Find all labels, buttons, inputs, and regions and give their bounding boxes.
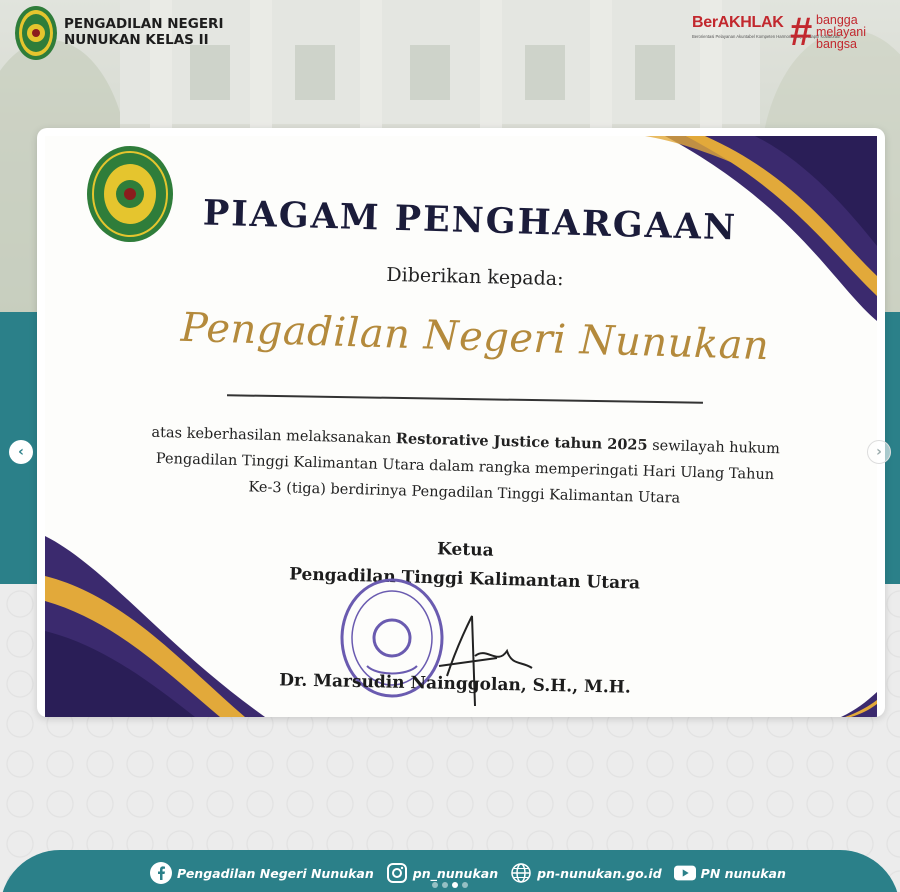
given-to-label: Diberikan kepada: bbox=[386, 263, 564, 291]
bangga-line3: bangsa bbox=[816, 37, 858, 51]
site-header bbox=[0, 0, 900, 64]
berakhlak-word: BerAKHLAK bbox=[692, 14, 784, 31]
decoration-bottom-left bbox=[45, 536, 275, 717]
website-link[interactable] bbox=[510, 862, 662, 884]
globe-icon bbox=[510, 862, 532, 884]
youtube-link[interactable] bbox=[674, 862, 786, 884]
bangga-melayani-bangsa-logo bbox=[790, 12, 890, 54]
description-text-pre: atas keberhasilan melaksanakan bbox=[151, 424, 397, 448]
carousel-prev-button[interactable] bbox=[9, 440, 33, 464]
carousel-next-button[interactable] bbox=[867, 440, 891, 464]
signer-role: Ketua bbox=[436, 539, 494, 561]
certificate-image bbox=[45, 136, 877, 717]
instagram-label: pn_nunukan bbox=[412, 865, 499, 881]
carousel-slide[interactable] bbox=[37, 128, 885, 717]
carousel-dot-active[interactable] bbox=[452, 882, 458, 888]
website-label: pn-nunukan.go.id bbox=[537, 865, 662, 881]
hashtag-icon: # bbox=[790, 10, 813, 54]
court-seal-icon bbox=[85, 144, 175, 244]
chevron-left-icon: ‹ bbox=[18, 444, 24, 460]
court-name-line1: PENGADILAN NEGERI bbox=[64, 16, 224, 32]
description-highlight: Restorative Justice tahun 2025 bbox=[395, 430, 648, 454]
facebook-label: Pengadilan Negeri Nunukan bbox=[177, 865, 374, 881]
signature-icon bbox=[437, 606, 537, 716]
berakhlak-tagline: Berorientasi Pelayanan Akuntabel Kompeten Harmonis Loyal Adaptif Kolaboratif bbox=[692, 34, 841, 39]
instagram-link[interactable] bbox=[386, 862, 498, 884]
bangga-line2: melayani bbox=[816, 25, 867, 39]
decoration-bottom-right bbox=[841, 692, 877, 717]
court-name-line2: NUNUKAN KELAS II bbox=[64, 32, 209, 48]
youtube-label: PN nunukan bbox=[700, 865, 786, 881]
instagram-icon bbox=[386, 862, 408, 884]
divider bbox=[227, 394, 703, 403]
facebook-icon bbox=[150, 862, 172, 884]
bangga-line1: bangga bbox=[816, 13, 858, 27]
facebook-link[interactable] bbox=[150, 862, 374, 884]
carousel-dots bbox=[432, 882, 472, 888]
description-text-post: sewilayah hukum Pengadilan Tinggi Kalimantan Utara dalam rangka memperingati Hari Ulang Tahun Ke-3 (tiga) berdirinya Pengadilan Tinggi Kalimantan Utara bbox=[155, 437, 781, 507]
signer-name: Dr. Marsudin Nainggolan, S.H., M.H. bbox=[279, 670, 631, 698]
carousel-dot[interactable] bbox=[432, 882, 438, 888]
court-logo-icon[interactable] bbox=[14, 5, 58, 61]
court-name bbox=[64, 16, 223, 48]
recipient-name: Pengadilan Negeri Nunukan bbox=[180, 304, 770, 370]
signer-block bbox=[264, 531, 665, 599]
youtube-icon bbox=[674, 862, 696, 884]
carousel-dot[interactable] bbox=[462, 882, 468, 888]
certificate-description bbox=[144, 420, 786, 515]
chevron-right-icon: › bbox=[876, 444, 882, 460]
carousel-dot[interactable] bbox=[442, 882, 448, 888]
signer-institution: Pengadilan Tinggi Kalimantan Utara bbox=[288, 564, 641, 594]
certificate-title: PIAGAM PENGHARGAAN bbox=[202, 192, 738, 249]
